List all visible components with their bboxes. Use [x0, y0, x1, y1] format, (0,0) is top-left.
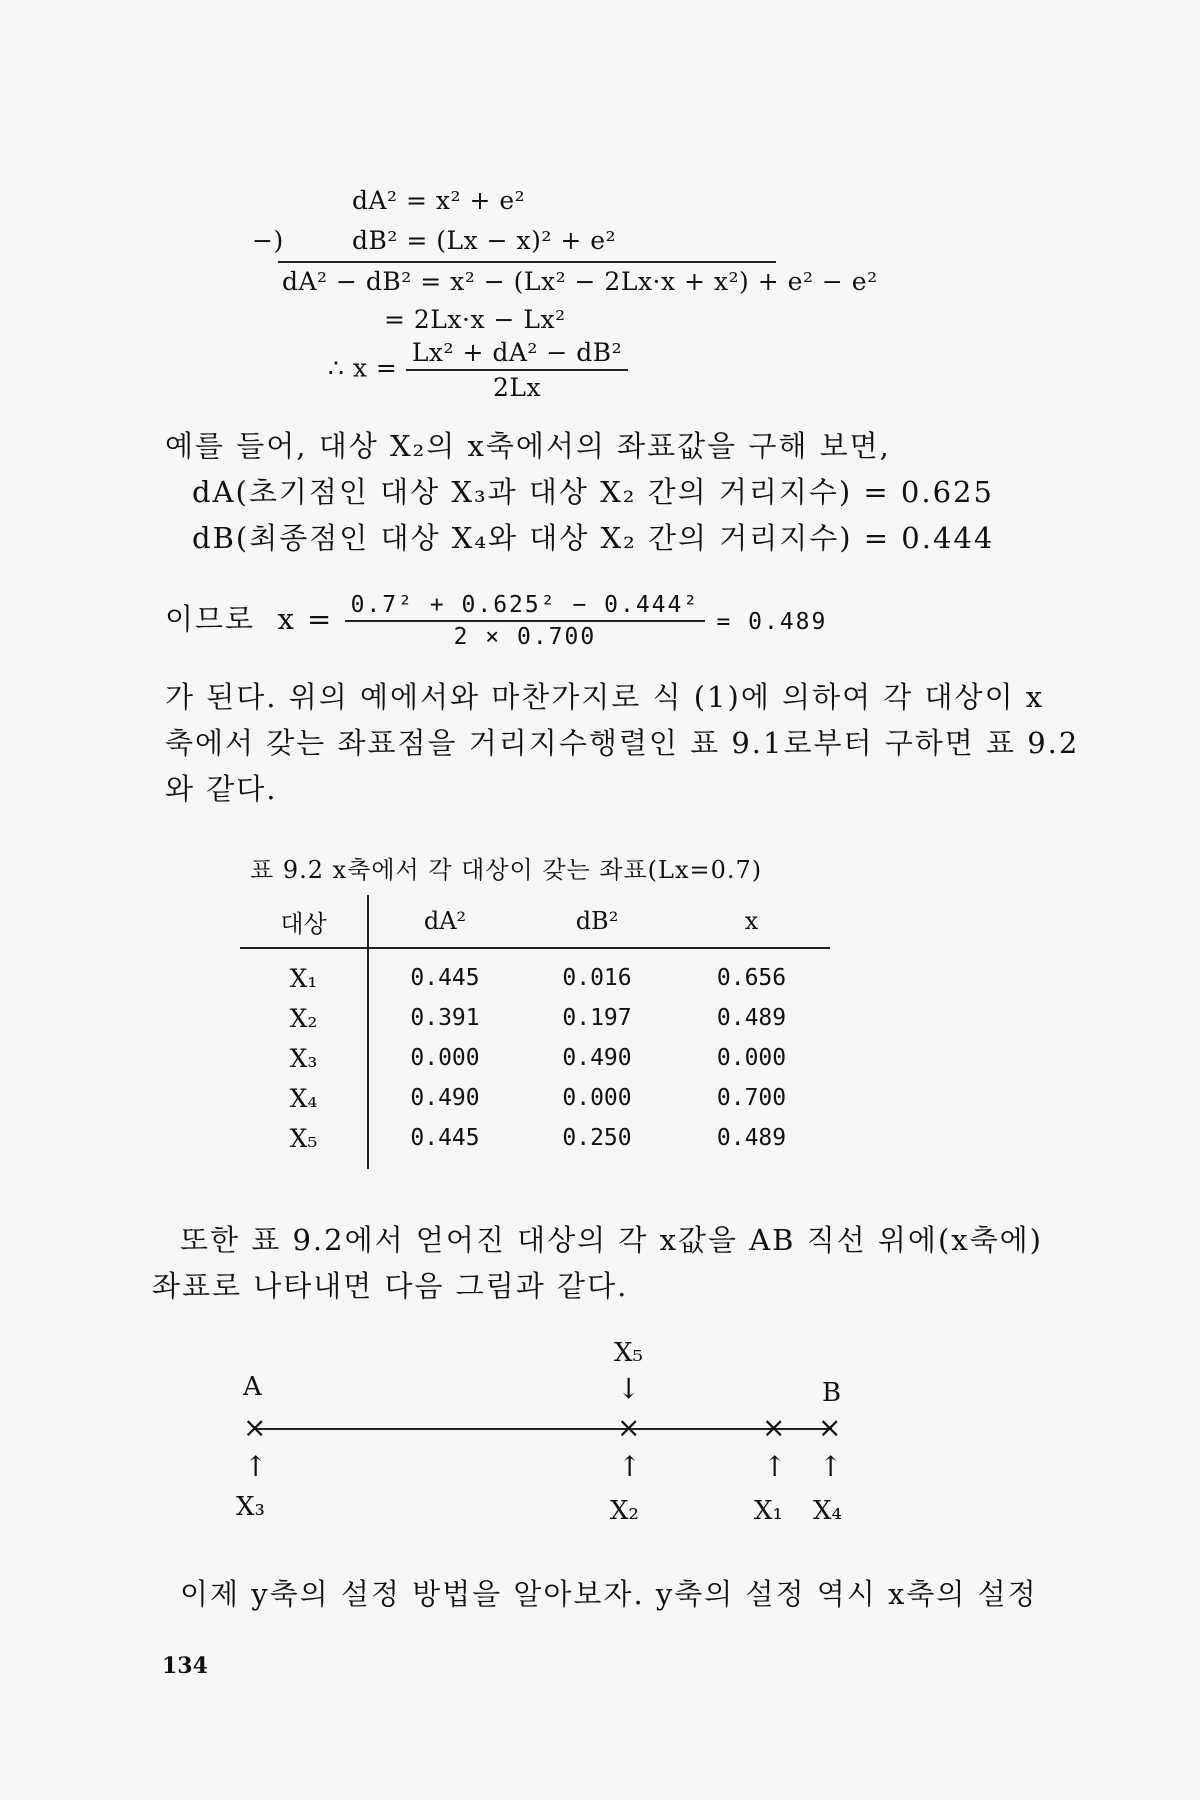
cross-x1: ×: [762, 1411, 786, 1444]
header-object: 대상: [240, 895, 368, 948]
da-line: dA(초기점인 대상 X₃과 대상 X₂ 간의 거리지수) = 0.625: [192, 475, 994, 509]
fraction-denominator: 2Lx: [492, 373, 542, 402]
table-cell: 0.250: [562, 1125, 632, 1151]
calc-fraction: [345, 592, 706, 650]
table-cell: X₄: [240, 1078, 368, 1118]
arrow-up-x4: ↑: [819, 1450, 843, 1483]
table-row: [240, 1118, 830, 1169]
table-cell: 0.016: [562, 965, 632, 991]
table-cell: 0.197: [562, 1005, 632, 1031]
paragraph-2-line-2: 좌표로 나타내면 다음 그림과 같다.: [152, 1269, 629, 1303]
paragraph-1-line-2: 축에서 갖는 좌표점을 거리지수행렬인 표 9.1로부터 구하면 표 9.2: [165, 726, 1080, 760]
table-cell: 0.489: [716, 1125, 787, 1151]
so-label: 이므로: [165, 602, 256, 636]
calc-result: = 0.489: [716, 609, 828, 635]
table-row: [240, 1038, 830, 1078]
table-cell: 0.656: [716, 965, 787, 991]
calc-denominator: 2 × 0.700: [453, 624, 597, 650]
label-a: A: [243, 1372, 262, 1402]
label-x3: X₃: [236, 1492, 265, 1522]
fraction-numerator: Lx² + dA² − dB²: [406, 338, 628, 371]
cross-x3: ×: [243, 1411, 267, 1444]
label-x1: X₁: [754, 1496, 783, 1526]
cross-x2-x5: ×: [617, 1411, 641, 1444]
table-cell: 0.391: [410, 1005, 480, 1031]
example-calc: [165, 592, 827, 650]
table-cell: 0.445: [410, 1125, 480, 1151]
paragraph-2-line-1: 또한 표 9.2에서 얻어진 대상의 각 x값을 AB 직선 위에(x축에): [180, 1223, 1043, 1257]
cross-x4: ×: [818, 1411, 842, 1444]
arrow-up-x2: ↑: [618, 1450, 642, 1483]
label-x4: X₄: [813, 1496, 842, 1526]
therefore-label: ∴ x =: [328, 353, 398, 383]
table-cell: X₁: [240, 948, 368, 998]
subtraction-line: [278, 261, 776, 263]
table-cell: X₂: [240, 998, 368, 1038]
table-row: [240, 998, 830, 1038]
equation-5: [328, 338, 628, 402]
label-x5: X₅: [614, 1338, 643, 1368]
example-intro: 예를 들어, 대상 X₂의 x축에서의 좌표값을 구해 보면,: [165, 429, 891, 463]
header-da: dA²: [368, 895, 521, 948]
equation-1: dA² = x² + e²: [352, 186, 526, 215]
x-eq: x =: [277, 602, 334, 636]
header-x: x: [673, 895, 830, 948]
arrow-up-x1: ↑: [763, 1450, 787, 1483]
fraction: [406, 338, 628, 402]
table-row: [240, 1078, 830, 1118]
page-number: 134: [162, 1653, 208, 1679]
calc-numerator: 0.7² + 0.625² − 0.444²: [345, 592, 706, 622]
equation-3: dA² − dB² = x² − (Lx² − 2Lx·x + x²) + e² − e²: [282, 267, 878, 296]
db-line: dB(최종점인 대상 X₄와 대상 X₂ 간의 거리지수) = 0.444: [192, 521, 995, 555]
table-row: [240, 948, 830, 998]
table-cell: 0.490: [562, 1045, 632, 1071]
arrow-up-x3: ↑: [244, 1450, 268, 1483]
table-cell: 0.489: [716, 1005, 787, 1031]
arrow-down-x5: ↓: [617, 1372, 641, 1405]
paragraph-1-line-1: 가 된다. 위의 예에서와 마찬가지로 식 (1)에 의하여 각 대상이 x: [165, 680, 1045, 714]
equation-2: dB² = (Lx − x)² + e²: [352, 226, 617, 255]
data-table: [240, 895, 830, 1169]
table-cell: X₅: [240, 1118, 368, 1169]
table-cell: 0.000: [562, 1085, 632, 1111]
label-b: B: [822, 1378, 842, 1408]
ab-line: [254, 1428, 832, 1430]
table-cell: 0.700: [716, 1085, 787, 1111]
header-db: dB²: [521, 895, 673, 948]
equation-4: = 2Lx·x − Lx²: [384, 305, 566, 334]
paragraph-3: 이제 y축의 설정 방법을 알아보자. y축의 설정 역시 x축의 설정: [180, 1577, 1038, 1611]
minus-sign: −): [252, 226, 284, 255]
table-cell: 0.445: [410, 965, 480, 991]
table-cell: 0.000: [410, 1045, 480, 1071]
table-cell: 0.490: [410, 1085, 480, 1111]
table-cell: 0.000: [716, 1045, 787, 1071]
label-x2: X₂: [610, 1496, 639, 1526]
table-header-row: [240, 895, 830, 948]
paragraph-1-line-3: 와 같다.: [165, 772, 278, 806]
table-caption: 표 9.2 x축에서 각 대상이 갖는 좌표(Lx=0.7): [250, 856, 763, 884]
table-cell: X₃: [240, 1038, 368, 1078]
